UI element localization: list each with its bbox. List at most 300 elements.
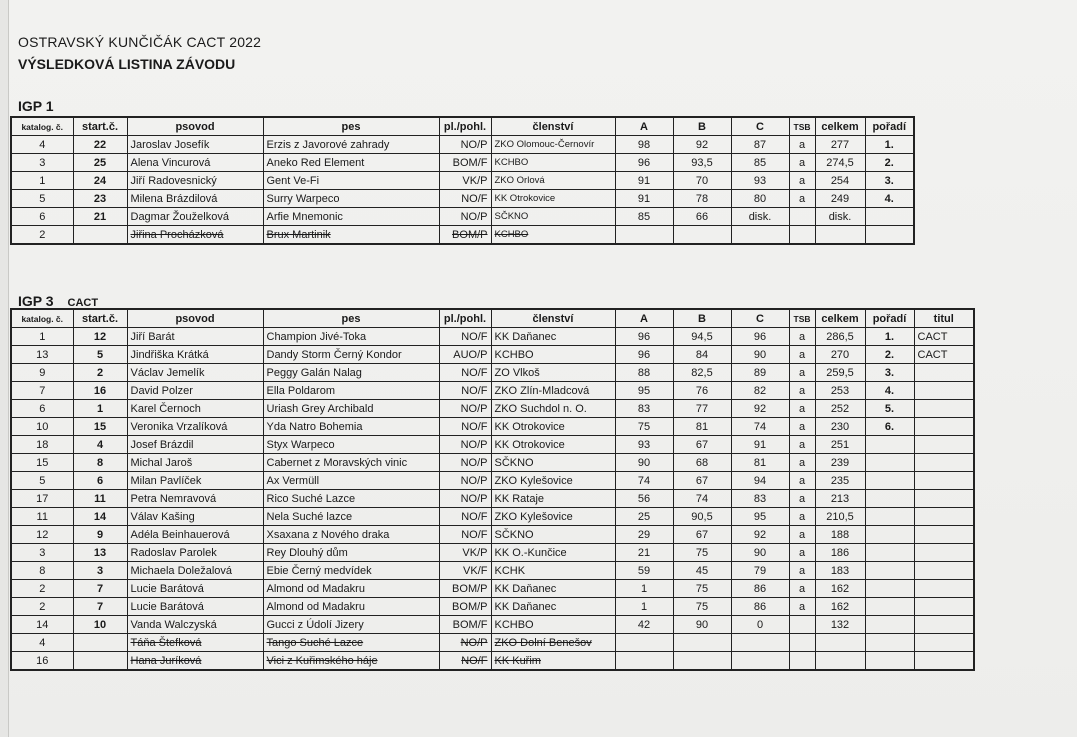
cell-celkem xyxy=(815,634,865,652)
table-row xyxy=(11,190,914,208)
cell-psovod: Petra Nemravová xyxy=(127,490,263,508)
cell-start: 10 xyxy=(73,616,127,634)
col-psovod: psovod xyxy=(127,309,263,328)
cell-psovod: Josef Brázdil xyxy=(127,436,263,454)
cell-celkem: 230 xyxy=(815,418,865,436)
cell-start: 25 xyxy=(73,154,127,172)
cell-titul xyxy=(914,616,974,634)
cell-clen: ZKO Kylešovice xyxy=(491,508,615,526)
cell-c: 83 xyxy=(731,490,789,508)
cell-start: 12 xyxy=(73,328,127,346)
cell-titul xyxy=(914,454,974,472)
cell-pohl: VK/F xyxy=(439,562,491,580)
cell-start: 1 xyxy=(73,400,127,418)
cell-poradi: 2. xyxy=(865,346,914,364)
cell-psovod xyxy=(127,634,263,652)
cell-start: 9 xyxy=(73,526,127,544)
struck-text: KCHBO xyxy=(494,228,529,240)
cell-tsb: a xyxy=(789,436,815,454)
cell-poradi xyxy=(865,436,914,454)
cell-psovod: Michaela Doležalová xyxy=(127,562,263,580)
cell-poradi xyxy=(865,598,914,616)
cell-start: 4 xyxy=(73,436,127,454)
table-row xyxy=(11,382,974,400)
cell-titul: CACT xyxy=(914,346,974,364)
cell-b: 45 xyxy=(673,562,731,580)
cell-clen: KK Otrokovice xyxy=(491,190,615,208)
cell-psovod xyxy=(127,226,263,245)
cell-pohl: BOM/P xyxy=(439,598,491,616)
cell-clen: ZKO Zlín-Mladcová xyxy=(491,382,615,400)
table-row xyxy=(11,364,974,382)
cell-titul xyxy=(914,544,974,562)
cell-celkem: 249 xyxy=(815,190,865,208)
cell-psovod: Veronika Vrzalíková xyxy=(127,418,263,436)
cell-katalog: 1 xyxy=(11,328,73,346)
cell-c: 79 xyxy=(731,562,789,580)
igp3-header-row xyxy=(11,309,974,328)
table-row xyxy=(11,418,974,436)
cell-start: 7 xyxy=(73,580,127,598)
cell-titul xyxy=(914,598,974,616)
cell-pes: Erzis z Javorové zahrady xyxy=(263,136,439,154)
cell-c: 86 xyxy=(731,580,789,598)
cell-katalog: 6 xyxy=(11,208,73,226)
cell-a: 88 xyxy=(615,364,673,382)
cell-psovod: Dagmar Žouželková xyxy=(127,208,263,226)
cell-b: 81 xyxy=(673,418,731,436)
cell-start: 14 xyxy=(73,508,127,526)
cell-pohl: NO/F xyxy=(439,382,491,400)
cell-titul xyxy=(914,418,974,436)
cell-titul xyxy=(914,382,974,400)
cell-celkem: 213 xyxy=(815,490,865,508)
cell-pohl: NO/F xyxy=(439,418,491,436)
cell-katalog: 2 xyxy=(11,226,73,245)
struck-text: Vici z Kuřimského háje xyxy=(266,654,378,667)
cell-b: 84 xyxy=(673,346,731,364)
cell-titul xyxy=(914,508,974,526)
col-b: B xyxy=(673,117,731,136)
cell-poradi xyxy=(865,616,914,634)
col-titul: titul xyxy=(914,309,974,328)
cell-c: 87 xyxy=(731,136,789,154)
cell-clen: KCHBO xyxy=(491,346,615,364)
cell-a: 98 xyxy=(615,136,673,154)
cell-pohl xyxy=(439,634,491,652)
cell-poradi: 3. xyxy=(865,172,914,190)
cell-b: 68 xyxy=(673,454,731,472)
cell-tsb: a xyxy=(789,562,815,580)
cell-tsb: a xyxy=(789,526,815,544)
cell-pes: Almond od Madakru xyxy=(263,580,439,598)
cell-psovod: Michal Jaroš xyxy=(127,454,263,472)
col-clenstvi: členství xyxy=(491,309,615,328)
cell-pes: Peggy Galán Nalag xyxy=(263,364,439,382)
cell-poradi xyxy=(865,634,914,652)
table-row xyxy=(11,136,914,154)
cell-pohl: VK/P xyxy=(439,544,491,562)
cell-celkem: 132 xyxy=(815,616,865,634)
cell-b: 90 xyxy=(673,616,731,634)
cell-psovod: Jiří Radovesnický xyxy=(127,172,263,190)
cell-psovod: Milena Brázdilová xyxy=(127,190,263,208)
cell-clen xyxy=(491,226,615,245)
cell-tsb: a xyxy=(789,346,815,364)
cell-titul xyxy=(914,400,974,418)
table-row xyxy=(11,328,974,346)
cell-c: 74 xyxy=(731,418,789,436)
cell-a: 91 xyxy=(615,172,673,190)
col-start: start.č. xyxy=(73,117,127,136)
cell-katalog: 5 xyxy=(11,472,73,490)
cell-clen: KK Daňanec xyxy=(491,598,615,616)
cell-psovod: Alena Vincurová xyxy=(127,154,263,172)
cell-poradi xyxy=(865,226,914,245)
table-row xyxy=(11,472,974,490)
cell-a: 59 xyxy=(615,562,673,580)
cell-tsb: a xyxy=(789,172,815,190)
cell-pohl: NO/P xyxy=(439,454,491,472)
cell-b: 94,5 xyxy=(673,328,731,346)
cell-pes: Cabernet z Moravských vinic xyxy=(263,454,439,472)
cell-katalog: 15 xyxy=(11,454,73,472)
cell-clen: KCHBO xyxy=(491,616,615,634)
cell-a: 96 xyxy=(615,328,673,346)
cell-pes: Rico Suché Lazce xyxy=(263,490,439,508)
cell-clen: ZKO Orlová xyxy=(491,172,615,190)
cell-pohl: NO/P xyxy=(439,490,491,508)
col-b: B xyxy=(673,309,731,328)
table-row xyxy=(11,490,974,508)
cell-pes: Surry Warpeco xyxy=(263,190,439,208)
cell-katalog: 18 xyxy=(11,436,73,454)
table-row xyxy=(11,436,974,454)
cell-celkem: 270 xyxy=(815,346,865,364)
cell-poradi: 4. xyxy=(865,190,914,208)
cell-pes: Champion Jivé-Toka xyxy=(263,328,439,346)
cell-pes: Arfie Mnemonic xyxy=(263,208,439,226)
cell-b: 78 xyxy=(673,190,731,208)
cell-pohl: BOM/F xyxy=(439,154,491,172)
col-pohl: pl./pohl. xyxy=(439,117,491,136)
cell-c xyxy=(731,652,789,671)
col-a: A xyxy=(615,117,673,136)
cell-b: 67 xyxy=(673,472,731,490)
document-title: OSTRAVSKÝ KUNČIČÁK CACT 2022 xyxy=(18,34,262,50)
cell-poradi: 3. xyxy=(865,364,914,382)
cell-titul xyxy=(914,364,974,382)
cell-poradi xyxy=(865,526,914,544)
col-psovod: psovod xyxy=(127,117,263,136)
cell-titul xyxy=(914,580,974,598)
struck-text: KK Kuřim xyxy=(494,654,541,667)
cell-tsb: a xyxy=(789,154,815,172)
table-row xyxy=(11,598,974,616)
cell-a: 29 xyxy=(615,526,673,544)
cell-pohl: NO/F xyxy=(439,508,491,526)
cell-c: 90 xyxy=(731,346,789,364)
cell-pes: Gucci z Údolí Jizery xyxy=(263,616,439,634)
cell-b: 67 xyxy=(673,526,731,544)
cell-poradi: 2. xyxy=(865,154,914,172)
cell-katalog: 7 xyxy=(11,382,73,400)
cell-start: 13 xyxy=(73,544,127,562)
cell-poradi: 4. xyxy=(865,382,914,400)
cell-clen: KK Daňanec xyxy=(491,580,615,598)
cell-clen: KK Otrokovice xyxy=(491,418,615,436)
table-row xyxy=(11,226,914,245)
table-row xyxy=(11,544,974,562)
cell-poradi xyxy=(865,562,914,580)
cell-clen: KK O.-Kunčice xyxy=(491,544,615,562)
cell-tsb: a xyxy=(789,400,815,418)
cell-pes: Yda Natro Bohemia xyxy=(263,418,439,436)
cell-b: 67 xyxy=(673,436,731,454)
cell-psovod: Lucie Barátová xyxy=(127,598,263,616)
cell-b: 66 xyxy=(673,208,731,226)
cell-a: 1 xyxy=(615,580,673,598)
cell-clen xyxy=(491,652,615,671)
cell-pes: Uriash Grey Archibald xyxy=(263,400,439,418)
col-poradi: pořadí xyxy=(865,309,914,328)
table-row xyxy=(11,154,914,172)
cell-poradi xyxy=(865,490,914,508)
cell-c: 80 xyxy=(731,190,789,208)
col-pes: pes xyxy=(263,117,439,136)
cell-poradi xyxy=(865,208,914,226)
cell-pes xyxy=(263,634,439,652)
cell-katalog: 12 xyxy=(11,526,73,544)
cell-c: 81 xyxy=(731,454,789,472)
cell-start xyxy=(73,226,127,245)
struck-text: BOM/P xyxy=(452,228,488,241)
cell-titul xyxy=(914,652,974,671)
cell-clen xyxy=(491,634,615,652)
igp3-table-body xyxy=(11,328,974,671)
cell-pohl: NO/F xyxy=(439,526,491,544)
cell-psovod: Karel Černoch xyxy=(127,400,263,418)
cell-b xyxy=(673,226,731,245)
table-row xyxy=(11,616,974,634)
igp1-table-body xyxy=(11,136,914,245)
struck-text: Hana Juríková xyxy=(130,654,202,667)
cell-a: 1 xyxy=(615,598,673,616)
cell-a: 25 xyxy=(615,508,673,526)
cell-psovod: Vanda Walczyská xyxy=(127,616,263,634)
cell-katalog: 3 xyxy=(11,544,73,562)
cell-tsb xyxy=(789,652,815,671)
cell-a xyxy=(615,226,673,245)
col-celkem: celkem xyxy=(815,117,865,136)
cell-celkem: 162 xyxy=(815,580,865,598)
cell-b: 75 xyxy=(673,544,731,562)
cell-pes xyxy=(263,226,439,245)
cell-a: 56 xyxy=(615,490,673,508)
cell-a: 21 xyxy=(615,544,673,562)
cell-poradi xyxy=(865,508,914,526)
cell-b: 75 xyxy=(673,598,731,616)
cell-celkem: 235 xyxy=(815,472,865,490)
cell-pes: Gent Ve-Fi xyxy=(263,172,439,190)
cell-clen: SČKNO xyxy=(491,526,615,544)
struck-text: Brux Martinik xyxy=(266,228,331,241)
cell-katalog: 13 xyxy=(11,346,73,364)
col-clenstvi: členství xyxy=(491,117,615,136)
table-row xyxy=(11,634,974,652)
cell-titul xyxy=(914,436,974,454)
struck-text: NO/F xyxy=(461,654,488,667)
col-pes: pes xyxy=(263,309,439,328)
cell-clen: KK Rataje xyxy=(491,490,615,508)
cell-katalog: 10 xyxy=(11,418,73,436)
cell-tsb: a xyxy=(789,490,815,508)
cell-start: 15 xyxy=(73,418,127,436)
cell-poradi xyxy=(865,454,914,472)
struck-text: Táňa Štefková xyxy=(130,636,202,649)
cell-pohl: AUO/P xyxy=(439,346,491,364)
cell-katalog: 3 xyxy=(11,154,73,172)
cell-a: 75 xyxy=(615,418,673,436)
col-poradi: pořadí xyxy=(865,117,914,136)
cell-b xyxy=(673,634,731,652)
cell-pes: Xsaxana z Nového draka xyxy=(263,526,439,544)
cell-pes: Dandy Storm Černý Kondor xyxy=(263,346,439,364)
cell-katalog: 6 xyxy=(11,400,73,418)
cell-tsb: a xyxy=(789,382,815,400)
table-row xyxy=(11,400,974,418)
cell-a: 91 xyxy=(615,190,673,208)
cell-pes: Ella Poldarom xyxy=(263,382,439,400)
col-katalog: katalog. č. xyxy=(11,117,73,136)
cell-pohl: NO/F xyxy=(439,190,491,208)
cell-tsb: a xyxy=(789,454,815,472)
cell-poradi xyxy=(865,544,914,562)
cell-b: 77 xyxy=(673,400,731,418)
cell-katalog: 17 xyxy=(11,490,73,508)
cell-katalog: 5 xyxy=(11,190,73,208)
cell-c: 85 xyxy=(731,154,789,172)
cell-titul xyxy=(914,562,974,580)
cell-a: 96 xyxy=(615,346,673,364)
cell-pohl: BOM/P xyxy=(439,580,491,598)
cell-tsb: a xyxy=(789,580,815,598)
cell-pohl: BOM/F xyxy=(439,616,491,634)
cell-tsb: a xyxy=(789,472,815,490)
cell-pohl xyxy=(439,652,491,671)
table-row xyxy=(11,526,974,544)
cell-start: 5 xyxy=(73,346,127,364)
table-row xyxy=(11,454,974,472)
cell-katalog: 11 xyxy=(11,508,73,526)
cell-katalog: 16 xyxy=(11,652,73,671)
col-a: A xyxy=(615,309,673,328)
cell-tsb: a xyxy=(789,364,815,382)
cell-c: 86 xyxy=(731,598,789,616)
cell-clen: ZKO Olomouc-Černovír xyxy=(491,136,615,154)
cell-start xyxy=(73,634,127,652)
cell-c: 0 xyxy=(731,616,789,634)
cell-celkem: 210,5 xyxy=(815,508,865,526)
cell-katalog: 2 xyxy=(11,598,73,616)
cell-pohl: NO/P xyxy=(439,400,491,418)
cell-b: 93,5 xyxy=(673,154,731,172)
cell-pohl xyxy=(439,226,491,245)
cell-titul xyxy=(914,526,974,544)
cell-a: 93 xyxy=(615,436,673,454)
cell-poradi xyxy=(865,580,914,598)
cell-tsb: a xyxy=(789,136,815,154)
struck-text: NO/P xyxy=(460,636,488,649)
cell-start: 22 xyxy=(73,136,127,154)
cell-pes: Aneko Red Element xyxy=(263,154,439,172)
cell-start: 2 xyxy=(73,364,127,382)
cell-celkem: 286,5 xyxy=(815,328,865,346)
cell-a xyxy=(615,634,673,652)
cell-katalog: 1 xyxy=(11,172,73,190)
cell-katalog: 9 xyxy=(11,364,73,382)
cell-psovod: Jindřiška Krátká xyxy=(127,346,263,364)
cell-pohl: NO/P xyxy=(439,472,491,490)
cell-tsb: a xyxy=(789,328,815,346)
cell-celkem: 188 xyxy=(815,526,865,544)
cell-celkem: 183 xyxy=(815,562,865,580)
cell-clen: ZKO Suchdol n. O. xyxy=(491,400,615,418)
col-pohl: pl./pohl. xyxy=(439,309,491,328)
cell-a: 90 xyxy=(615,454,673,472)
cell-tsb xyxy=(789,226,815,245)
table-row xyxy=(11,652,974,671)
cell-c: disk. xyxy=(731,208,789,226)
cell-clen: KCHK xyxy=(491,562,615,580)
table-row xyxy=(11,208,914,226)
section-igp1-heading xyxy=(18,98,54,114)
cell-celkem: disk. xyxy=(815,208,865,226)
cell-psovod: Jaroslav Josefík xyxy=(127,136,263,154)
cell-c: 90 xyxy=(731,544,789,562)
cell-pes: Ebie Černý medvídek xyxy=(263,562,439,580)
cell-c: 94 xyxy=(731,472,789,490)
table-row xyxy=(11,346,974,364)
cell-tsb xyxy=(789,208,815,226)
cell-pes: Rey Dlouhý dům xyxy=(263,544,439,562)
cell-b xyxy=(673,652,731,671)
cell-c: 92 xyxy=(731,400,789,418)
section-igp1-label: IGP 1 xyxy=(18,98,54,114)
cell-celkem: 252 xyxy=(815,400,865,418)
igp1-results-table xyxy=(10,116,915,245)
cell-celkem: 277 xyxy=(815,136,865,154)
cell-celkem: 254 xyxy=(815,172,865,190)
cell-c: 95 xyxy=(731,508,789,526)
cell-clen: KCHBO xyxy=(491,154,615,172)
cell-celkem: 162 xyxy=(815,598,865,616)
cell-pohl: NO/P xyxy=(439,136,491,154)
cell-b: 82,5 xyxy=(673,364,731,382)
cell-pes: Styx Warpeco xyxy=(263,436,439,454)
cell-b: 70 xyxy=(673,172,731,190)
cell-a: 85 xyxy=(615,208,673,226)
cell-psovod: Adéla Beinhauerová xyxy=(127,526,263,544)
cell-celkem: 253 xyxy=(815,382,865,400)
cell-start: 7 xyxy=(73,598,127,616)
cell-titul xyxy=(914,490,974,508)
cell-start: 6 xyxy=(73,472,127,490)
cell-titul: CACT xyxy=(914,328,974,346)
cell-c: 92 xyxy=(731,526,789,544)
col-tsb: TSB xyxy=(789,309,815,328)
cell-psovod: Radoslav Parolek xyxy=(127,544,263,562)
